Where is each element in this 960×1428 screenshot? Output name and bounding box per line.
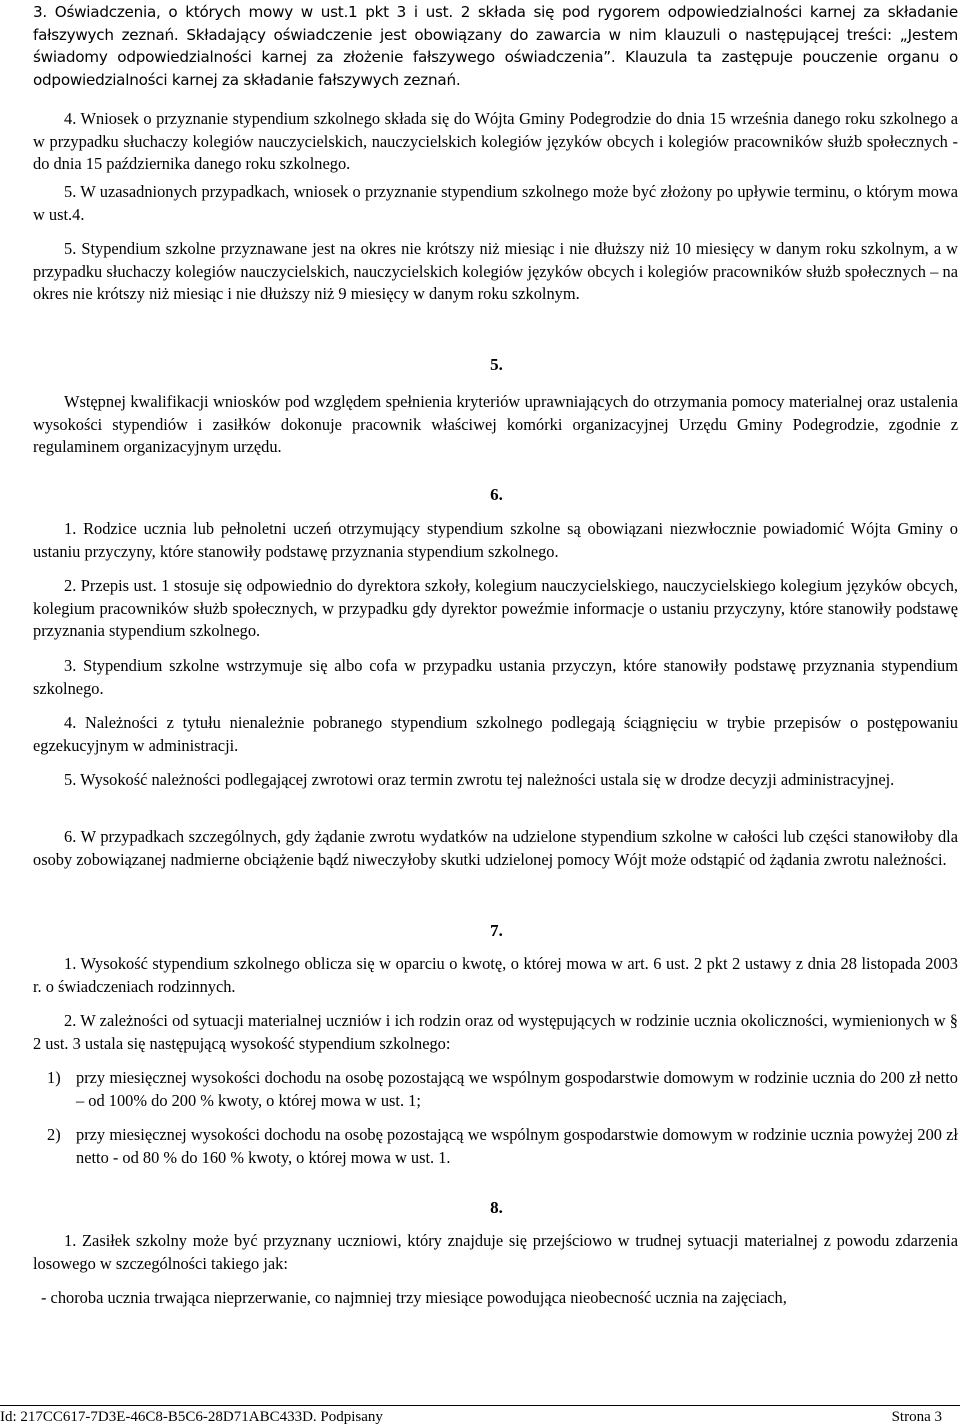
list-marker: 2) <box>47 1125 61 1144</box>
section-heading-6: 6. <box>490 485 503 504</box>
section-heading-7: 7. <box>490 921 503 940</box>
paragraph-kwalifikacja-wnioskow: Wstępnej kwalifikacji wniosków pod względem spełnienia kryteriów uprawniających do otrzymania pomocy materialnej oraz ustalenia wysokości stypendiów i zasiłków dokonuje pracownik właściwej komórki organizacyjnej Urzędu Gminy Podegrodzie, zgodnie z regulaminem organizacyjnym urzędu. <box>33 392 958 457</box>
paragraph-wniosek-termin: 4. Wniosek o przyznanie stypendium szkolnego składa się do Wójta Gminy Podegrodzie do dnia 15 września danego roku szkolnego a w przypadku słuchaczy kolegiów nauczycielskich, nauczycielskich kolegiów języków obcych i kolegiów pracowników służb społecznych - do dnia 15 października danego roku szkolnego. <box>33 109 958 174</box>
paragraph-6-3: 3. Stypendium szkolne wstrzymuje się albo cofa w przypadku ustania przyczyn, które stanowiły podstawę przyznania stypendium szkolnego. <box>33 656 958 698</box>
paragraph-oswiadczenia: 3. Oświadczenia, o których mowy w ust.1 pkt 3 i ust. 2 składa się pod rygorem odpowiedzialności karnej za składanie fałszywych zeznań. Składający oświadczenie jest obowiązany do zawarcia w nim klauzuli o następującej treści: „Jestem świadomy odpowiedzialności karnej za złożenie fałszywego oświadczenia”. Klauzula ta zastępuje pouczenie organu o odpowiedzialności karnej za składanie fałszywych zeznań. <box>33 3 958 90</box>
list-item-text: przy miesięcznej wysokości dochodu na osobę pozostającą we wspólnym gospodarstwie domowym w rodzinie ucznia powyżej 200 zł netto - od 80 % do 160 % kwoty, o której mowa w ust. 1. <box>76 1125 958 1167</box>
list-marker: 1) <box>47 1068 61 1087</box>
paragraph-6-5: 5. Wysokość należności podlegającej zwrotowi oraz termin zwrotu tej należności ustala się w drodze decyzji administracyjnej. <box>64 770 895 789</box>
paragraph-okres-stypendium: 5. Stypendium szkolne przyznawane jest na okres nie krótszy niż miesiąc i nie dłuższy niż 10 miesięcy w danym roku szkolnym, a w przypadku słuchaczy kolegiów nauczycielskich, nauczycielskich kolegiów języków obcych i kolegiów pracowników służb społecznych – na okres nie krótszy niż miesiąc i nie dłuższy niż 9 miesięcy w danym roku szkolnym. <box>33 239 958 304</box>
paragraph-6-2: 2. Przepis ust. 1 stosuje się odpowiednio do dyrektora szkoły, kolegium nauczycielskiego, nauczycielskiego kolegium języków obcych, kolegium pracowników służb społecznych, w przypadku gdy dyrektor poweźmie informacje o ustaniu przyczyny, które stanowiły podstawę przyznania stypendium szkolnego. <box>33 576 958 641</box>
page-number: Strona 3 <box>891 1409 942 1425</box>
paragraph-7-2: 2. W zależności od sytuacji materialnej uczniów i ich rodzin oraz od występujących w rodzinie ucznia okoliczności, wymienionych w § 2 ust. 3 ustala się następującą wysokość stypendium szkolnego: <box>33 1011 958 1053</box>
section-heading-8: 8. <box>490 1198 503 1217</box>
paragraph-6-1: 1. Rodzice ucznia lub pełnoletni uczeń otrzymujący stypendium szkolne są obowiązani niezwłocznie powiadomić Wójta Gminy o ustaniu przyczyny, które stanowiły podstawę przyznania stypendium szkolnego. <box>33 519 958 561</box>
document-page <box>33 0 960 1400</box>
paragraph-6-6: 6. W przypadkach szczególnych, gdy żądanie zwrotu wydatków na udzielone stypendium szkolne w całości lub części stanowiłoby dla osoby zobowiązanej nadmierne obciążenie bądź niweczyłoby skutki udzielonej pomocy Wójt może odstąpić od żądania zwrotu należności. <box>33 827 958 869</box>
page-footer <box>0 1406 960 1428</box>
paragraph-uzasadnione-przypadki: 5. W uzasadnionych przypadkach, wniosek o przyznanie stypendium szkolnego może być złożony po upływie terminu, o którym mowa w ust.4. <box>33 182 958 224</box>
document-id-signature: Id: 217CC617-7D3E-46C8-B5C6-28D71ABC433D. Podpisany <box>0 1409 383 1425</box>
paragraph-choroba-ucznia: - choroba ucznia trwająca nieprzerwanie, co najmniej trzy miesiące powodująca nieobecność ucznia na zajęciach, <box>41 1288 787 1307</box>
list-item <box>47 1067 958 1112</box>
list-item <box>47 1124 958 1169</box>
paragraph-7-1: 1. Wysokość stypendium szkolnego oblicza się w oparciu o kwotę, o której mowa w art. 6 ust. 2 pkt 2 ustawy z dnia 28 listopada 2003 r. o świadczeniach rodzinnych. <box>33 954 958 996</box>
list-item-text: przy miesięcznej wysokości dochodu na osobę pozostającą we wspólnym gospodarstwie domowym w rodzinie ucznia do 200 zł netto – od 100% do 200 % kwoty, o której mowa w ust. 1; <box>76 1068 958 1110</box>
section-heading-5: 5. <box>490 355 503 374</box>
paragraph-8-1: 1. Zasiłek szkolny może być przyznany uczniowi, który znajduje się przejściowo w trudnej sytuacji materialnej z powodu zdarzenia losowego w szczególności takiego jak: <box>33 1231 958 1273</box>
paragraph-6-4: 4. Należności z tytułu nienależnie pobranego stypendium szkolnego podlegają ściągnięciu w trybie przepisów o postępowaniu egzekucyjnym w administracji. <box>33 713 958 755</box>
